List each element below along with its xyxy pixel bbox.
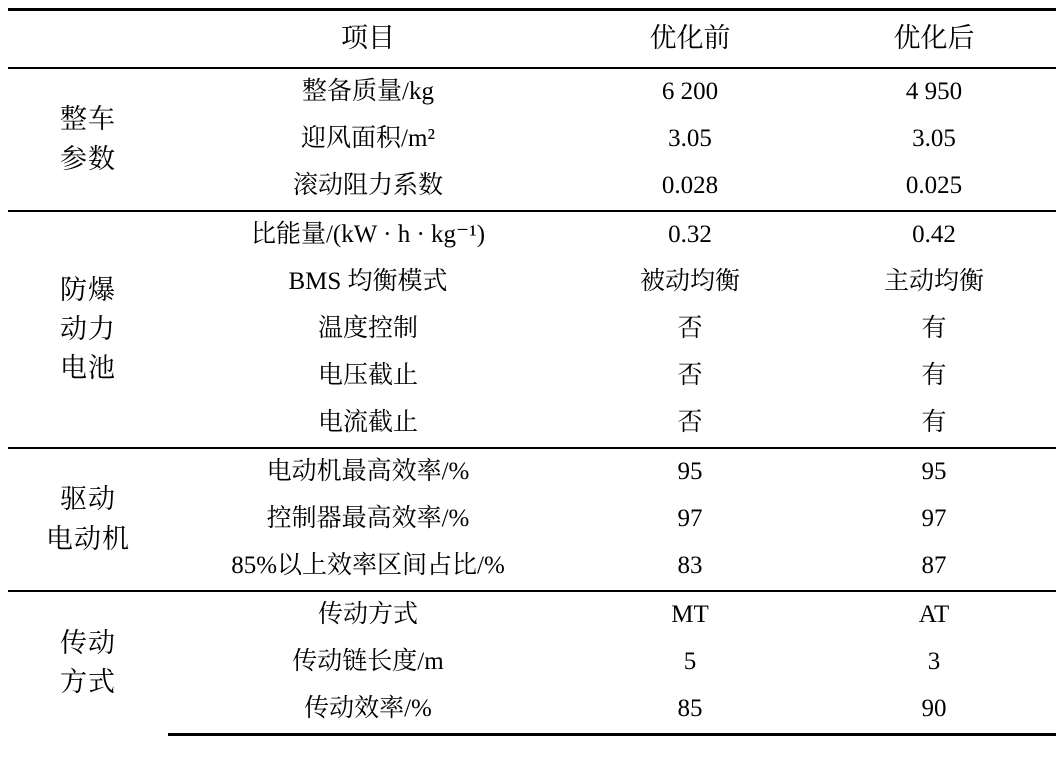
row-before: 被动均衡 <box>639 268 740 296</box>
row-item: BMS 均衡模式 <box>288 268 448 296</box>
group-label-transmission: 传动 方式 <box>8 591 168 735</box>
row-item: 滚动阻力系数 <box>292 172 443 200</box>
row-after: 有 <box>921 315 947 343</box>
row-before: 0.028 <box>661 172 719 200</box>
row-item: 传动链长度/m <box>292 648 444 676</box>
row-item: 电动机最高效率/% <box>168 448 568 496</box>
row-item: 85%以上效率区间占比/% <box>231 552 505 580</box>
table-row <box>8 211 1056 259</box>
header-after: 优化后 <box>812 10 1056 69</box>
row-before: 83 <box>677 552 703 580</box>
row-before: 6 200 <box>661 78 719 106</box>
table-row <box>8 448 1056 496</box>
row-after: 97 <box>921 505 947 533</box>
row-item: 比能量/(kW · h · kg⁻¹) <box>168 211 568 259</box>
row-item: 电压截止 <box>317 362 418 390</box>
row-item: 整备质量/kg <box>302 78 434 106</box>
row-before: 否 <box>677 362 703 390</box>
row-item: 温度控制 <box>317 315 418 343</box>
row-after: 有 <box>921 362 947 390</box>
header-item: 项目 <box>168 10 568 69</box>
row-item: 电流截止 <box>317 409 418 437</box>
row-before: 5 <box>683 648 697 676</box>
row-item: 迎风面积/m² <box>301 125 435 153</box>
table-row <box>8 68 1056 116</box>
table-header-row <box>8 10 1056 69</box>
row-item: 传动方式 <box>168 591 568 639</box>
row-after: 95 <box>812 448 1056 496</box>
row-before: 3.05 <box>668 125 712 153</box>
row-after: 主动均衡 <box>883 268 984 296</box>
row-after: 3 <box>927 648 941 676</box>
row-item: 控制器最高效率/% <box>266 505 470 533</box>
group-label-battery: 防爆 动力 电池 <box>8 211 168 448</box>
row-after: 3.05 <box>912 125 956 153</box>
top-spacer <box>8 0 1056 8</box>
row-after: 有 <box>921 409 947 437</box>
row-after: 0.025 <box>905 172 963 200</box>
header-before: 优化前 <box>568 10 812 69</box>
header-blank-cell <box>8 10 168 69</box>
row-after: 90 <box>812 686 1056 735</box>
row-after: AT <box>812 591 1056 639</box>
row-after: 0.42 <box>812 211 1056 259</box>
vehicle-parameter-comparison-table <box>8 8 1056 736</box>
row-before: MT <box>568 591 812 639</box>
row-before: 否 <box>677 409 703 437</box>
row-before: 0.32 <box>568 211 812 259</box>
row-after: 4 950 <box>905 78 963 106</box>
group-label-vehicle: 整车 参数 <box>60 104 116 174</box>
row-before: 95 <box>568 448 812 496</box>
group-label-motor: 驱动 电动机 <box>8 448 168 591</box>
row-before: 97 <box>677 505 703 533</box>
table-row <box>8 591 1056 639</box>
row-item: 传动效率/% <box>168 686 568 735</box>
row-after: 87 <box>921 552 947 580</box>
row-before: 85 <box>568 686 812 735</box>
row-before: 否 <box>677 315 703 343</box>
